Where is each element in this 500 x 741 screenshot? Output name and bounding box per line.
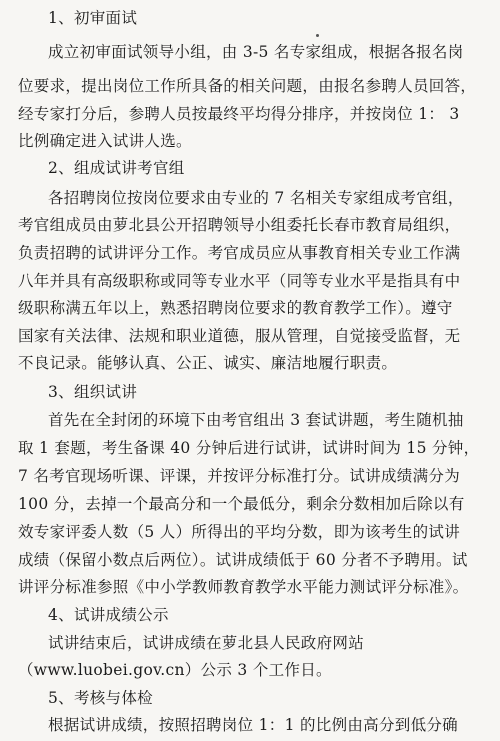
section-heading: 1、初审面试	[48, 9, 138, 27]
paragraph-line: 比例确定进入试讲人选。	[18, 132, 192, 150]
paragraph-line: 考官组成员由萝北县公开招聘领导小组委托长春市教育局组织，	[18, 216, 461, 234]
paragraph-line: 不良记录。能够认真、公正、诚实、廉洁地履行职责。	[18, 354, 398, 372]
paragraph-line: 试讲结束后，试讲成绩在萝北县人民政府网站	[48, 634, 365, 652]
paragraph-line: 级职称满五年以上，熟悉招聘岗位要求的教育教学工作）。遵守	[18, 299, 453, 317]
paragraph-line: 国家有关法律、法规和职业道德，服从管理，自觉接受监督，无	[18, 327, 461, 345]
paragraph-line: 100 分，去掉一个最高分和一个最低分，剩余分数相加后除以有	[18, 495, 465, 513]
section-heading: 4、试讲成绩公示	[48, 606, 169, 624]
paragraph-line: 取 1 套题，考生备课 40 分钟后进行试讲，试讲时间为 15 分钟，	[18, 439, 480, 457]
paragraph-line: 负责招聘的试讲评分工作。考官成员应从事教育相关专业工作满	[18, 244, 461, 262]
paragraph-line: 根据试讲成绩，按照招聘岗位 1：1 的比例由高分到低分确	[48, 716, 458, 734]
paragraph-line: 位要求，提出岗位工作所具备的相关问题，由报名参聘人员回答，	[18, 77, 477, 95]
paragraph-line: 各招聘岗位按岗位要求由专业的 7 名相关专家组成考官组，	[48, 189, 464, 207]
section-heading: 3、组织试讲	[48, 383, 138, 401]
paragraph-line: 首先在全封闭的环境下由考官组出 3 套试讲题，考生随机抽	[48, 411, 464, 429]
paragraph-line: 八年并具有高级职称或同等专业水平（同等专业水平是指具有中	[18, 272, 461, 290]
paragraph-line: 成绩（保留小数点后两位）。试讲成绩低于 60 分者不予聘用。试	[18, 551, 468, 569]
section-heading: 2、组成试讲考官组	[48, 159, 185, 177]
paragraph-line: 经专家打分后，参聘人员按最终平均得分排序，并按岗位 1： 3	[18, 105, 460, 123]
section-heading: 5、考核与体检	[48, 689, 153, 707]
paragraph-line: （www.luobei.gov.cn）公示 3 个工作日。	[18, 661, 332, 679]
print-speck	[316, 34, 319, 37]
paragraph-line: 效专家评委人数（5 人）所得出的平均分数，即为该考生的试讲	[18, 523, 460, 541]
paragraph-line: 讲评分标准参照《中小学教师教育教学水平能力测试评分标准》。	[18, 578, 469, 596]
paragraph-line: 成立初审面试领导小组，由 3-5 名专家组成，根据各报名岗	[48, 43, 464, 61]
paragraph-line: 7 名考官现场听课、评课，并按评分标准打分。试讲成绩满分为	[18, 467, 460, 485]
